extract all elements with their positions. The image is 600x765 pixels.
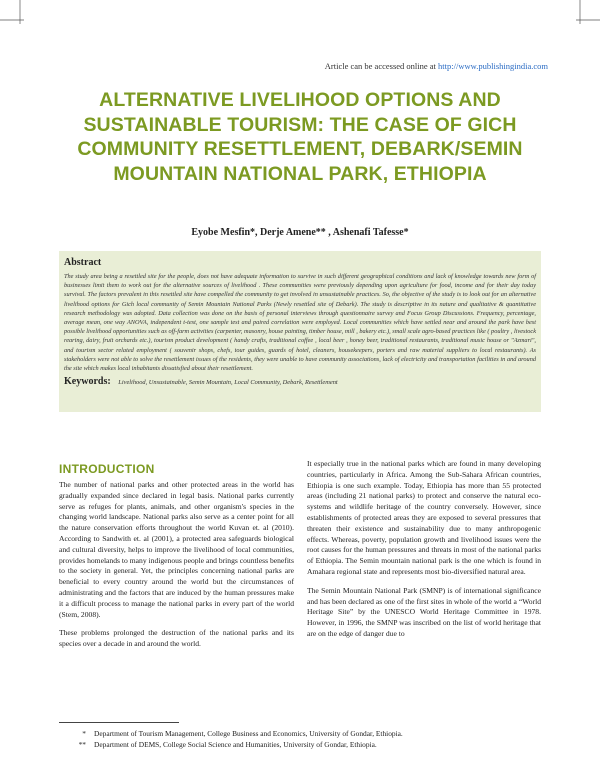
access-prefix: Article can be accessed online at — [324, 61, 436, 71]
intro-paragraph-2: These problems prolonged the destruction of the national parks and its species over a decade in and around the world. — [59, 628, 294, 649]
footnote-2 — [59, 739, 549, 750]
access-line — [325, 61, 548, 71]
footnote-text: Department of Tourism Management, College Business and Economics, University of Gondar, Ethiopia. — [94, 729, 403, 738]
abstract-body: The study area being a resettled site for the people, does not have adequate information to survive in such different geographical conditions and lack of knowledge towards new form of businesses limit them to work out for the alternative sources of livelihood . These communities were previously depending upon agriculture for food, income and for their day today survival. The factors prevalent in this resettled site have compelled the community to get involved in unsustainable practices. So, the objective of the study is to look out for an alternative livelihood options for Gich local community of Semin Mountain National Parks (Newly resettled site of Debark). The study is descriptive in its nature and qualitative & quantitative research methodology was adopted. Data collection was done on the basis of personal interviews through questionnaire survey and Focus Group Discussions. Frequency, percentage, average mean, one way ANOVA, independent t-test, one sample test and paired correlation were employed. Local communities which have settled near and around the park have best possible livelihood opportunities such as off-farm activities (carpenter, masonry, house painting, timber house, mill , bakery etc.), small scale agro-based practices like ( poultry , livestock rearing, dairy, fruit orchards etc.), tourism product development ( handy crafts, traditional coffee , local beer , honey beer, traditional restaurants, traditional music house or "Azmari", and tourism sector related employment ( souvenir shops, chefs, tour guides, guards of hotel, cleaners, housekeepers, porters and raw material suppliers to local restaurants). As stakeholders were not able to solve the resettlement issues of the residents, they were unable to have community associations, lack of electricity and transportation facilities in and around the site which makes local inhabitants dissatisfied about their resettlement. — [64, 273, 536, 373]
footnote-rule — [59, 722, 179, 723]
footnote-text: Department of DEMS, College Social Science and Humanities, University of Gondar, Ethiopia. — [94, 740, 377, 749]
right-column — [307, 459, 541, 648]
footnote-1 — [59, 728, 549, 739]
abstract-heading: Abstract — [64, 257, 102, 268]
intro-paragraph-1: The number of national parks and other protected areas in the world has gradually expanded since declared in legal basis. National parks currently serve as refuges for plants, animals, and other organism's species in the changing world landscape. National parks also serve as a center point for all the nature conservation efforts throughout the world Kuvan et. al (2010). According to Sandwith et. al (2001), a protected area safeguards biological and cultural diversity, helps to improve the livelihood of local communities, provides homelands to many indigenous people and brings countless benefits to the society in general. Yet, the principles concerning national parks are beneficial to every country around the world but the circumstances of administrating and the factors that are induced by the human pressures make it a difficult process to manage the national parks in every part of the world (Stem, 2008). — [59, 480, 294, 619]
crop-mark-top-left — [0, 0, 40, 40]
keywords-label: Keywords: — [64, 376, 111, 388]
intro-paragraph-3: It especially true in the national parks which are found in many developing countries, particularly in Africa. Among the Sub-Sahara African countries, Ethiopia is one such example. Today, Ethiopia has more than 55 protected areas (including 21 national parks) to protect and conserve the natural eco-systems and wildlife heritage of the country conversely. However, since establishments of protected areas they are exposed to several pressures that threaten their existence and sustainability due to many anthropogenic effects. Whereas, poverty, population growth and livelihood issues were the root causes for the human pressures and threats in most of the national parks of Ethiopia. The Semin mountain national park is the one which is found in Amahara regional state and represents most bio-diversified natural area. — [307, 459, 541, 576]
keywords-list: Livelihood, Unsustainable, Semin Mountain, Local Community, Debark, Resettlement — [118, 379, 338, 387]
left-column — [59, 480, 294, 658]
authors-line: Eyobe Mesfin*, Derje Amene** , Ashenafi Tafesse* — [191, 227, 409, 238]
crop-mark-top-right — [560, 0, 600, 40]
footnotes — [59, 728, 549, 750]
abstract-box — [59, 251, 541, 412]
keywords-line — [64, 377, 536, 388]
footnote-mark: * — [82, 729, 86, 738]
footnote-mark: ** — [78, 740, 86, 749]
intro-paragraph-4: The Semin Mountain National Park (SMNP) is of international significance and has been declared as one of the first sites in whole of the world a “World Heritage Site” by the UNESCO World Heritage Committee in 1978. However, in 1996, the SMNP was inscribed on the list of world heritage that are on the edge of danger due to — [307, 585, 541, 638]
access-url-link[interactable]: http://www.publishingindia.com — [438, 61, 548, 71]
introduction-heading: INTRODUCTION — [59, 462, 155, 476]
paper-title: ALTERNATIVE LIVELIHOOD OPTIONS AND SUSTAINABLE TOURISM: THE CASE OF GICH COMMUNITY RESETTLEMENT, DEBARK/SEMIN MOUNTAIN NATIONAL PARK, ETHIOPIA — [77, 89, 523, 185]
